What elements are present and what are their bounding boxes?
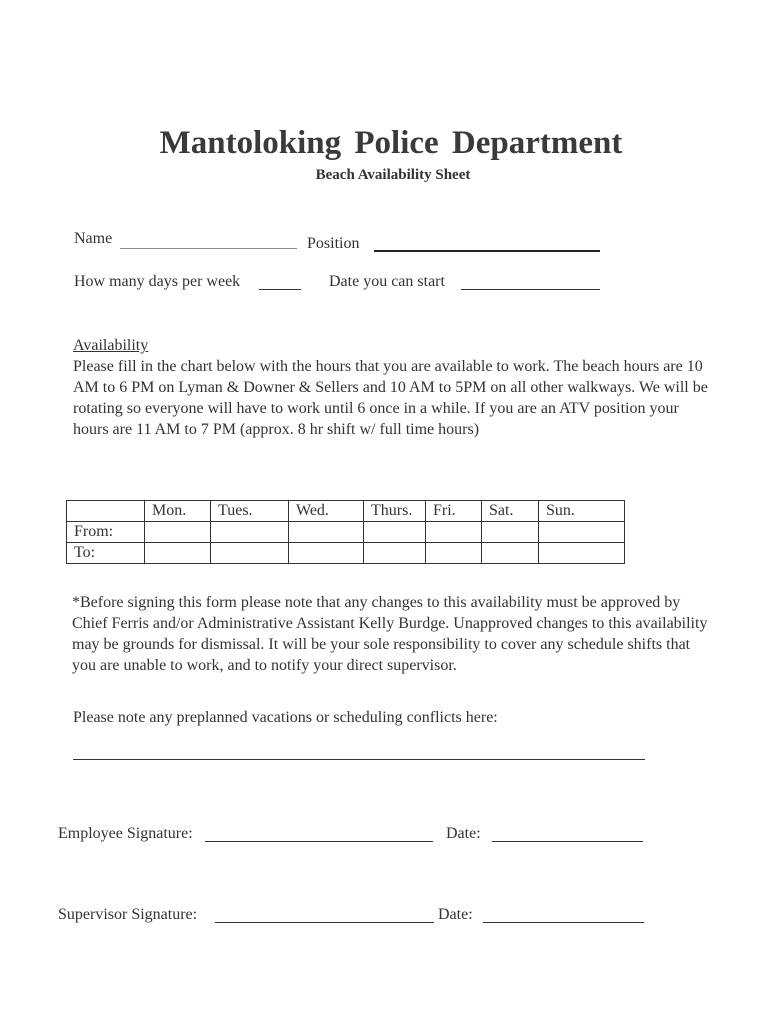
from-mon-cell[interactable] [145, 522, 211, 543]
conflicts-field-line[interactable] [73, 759, 645, 760]
from-sat-cell[interactable] [482, 522, 539, 543]
table-row-from [67, 522, 625, 543]
day-header-thu: Thurs. [364, 501, 426, 522]
from-tue-cell[interactable] [211, 522, 289, 543]
position-label: Position [307, 235, 360, 252]
to-thu-cell[interactable] [364, 543, 426, 564]
to-wed-cell[interactable] [289, 543, 364, 564]
table-row-to [67, 543, 625, 564]
from-wed-cell[interactable] [289, 522, 364, 543]
employee-signature-line[interactable] [205, 841, 433, 842]
to-sat-cell[interactable] [482, 543, 539, 564]
supervisor-signature-line[interactable] [215, 922, 434, 923]
day-header-fri: Fri. [426, 501, 482, 522]
position-field-line[interactable] [374, 250, 600, 252]
start-date-field-line[interactable] [461, 289, 600, 290]
to-tue-cell[interactable] [211, 543, 289, 564]
availability-heading: Availability [73, 337, 149, 354]
day-header-sat: Sat. [482, 501, 539, 522]
day-header-sun: Sun. [539, 501, 625, 522]
to-sun-cell[interactable] [539, 543, 625, 564]
form-title: Mantoloking Police Department [159, 125, 623, 161]
availability-table [66, 500, 625, 564]
from-thu-cell[interactable] [364, 522, 426, 543]
from-sun-cell[interactable] [539, 522, 625, 543]
supervisor-date-line[interactable] [483, 922, 644, 923]
start-date-label: Date you can start [329, 273, 445, 290]
table-header-row [67, 501, 625, 522]
row-label-to: To: [67, 543, 145, 564]
name-label: Name [74, 230, 113, 247]
days-per-week-label: How many days per week [74, 273, 241, 290]
supervisor-signature-label: Supervisor Signature: [58, 906, 198, 923]
supervisor-date-label: Date: [438, 906, 473, 923]
form-subtitle: Beach Availability Sheet [315, 167, 471, 183]
approval-notice: *Before signing this form please note that any changes to this availability must be approved by Chief Ferris and/or Administrative Assistant Kelly Burdge. Unapproved changes to this availability may be grounds for dismissal. It will be your sole responsibility to cover any schedule shifts that you are unable to work, and to notify your direct supervisor. [72, 594, 708, 674]
conflicts-label: Please note any preplanned vacations or scheduling conflicts here: [73, 709, 498, 726]
name-field-line[interactable] [120, 248, 297, 249]
availability-instructions: Please fill in the chart below with the hours that you are available to work. The beach hours are 10 AM to 6 PM on Lyman & Downer & Sellers and 10 AM to 5PM on all other walkways. We will be rotating so everyone will have to work until 6 once in a while. If you are an ATV position your hours are 11 AM to 7 PM (approx. 8 hr shift w/ full time hours) [73, 358, 708, 438]
to-mon-cell[interactable] [145, 543, 211, 564]
days-per-week-field-line[interactable] [259, 289, 301, 290]
day-header-tue: Tues. [211, 501, 289, 522]
availability-section [73, 335, 713, 440]
to-fri-cell[interactable] [426, 543, 482, 564]
employee-signature-label: Employee Signature: [58, 825, 193, 842]
employee-date-label: Date: [446, 825, 481, 842]
day-header-mon: Mon. [145, 501, 211, 522]
table-corner-cell [67, 501, 145, 522]
from-fri-cell[interactable] [426, 522, 482, 543]
employee-date-line[interactable] [492, 841, 643, 842]
row-label-from: From: [67, 522, 145, 543]
day-header-wed: Wed. [289, 501, 364, 522]
